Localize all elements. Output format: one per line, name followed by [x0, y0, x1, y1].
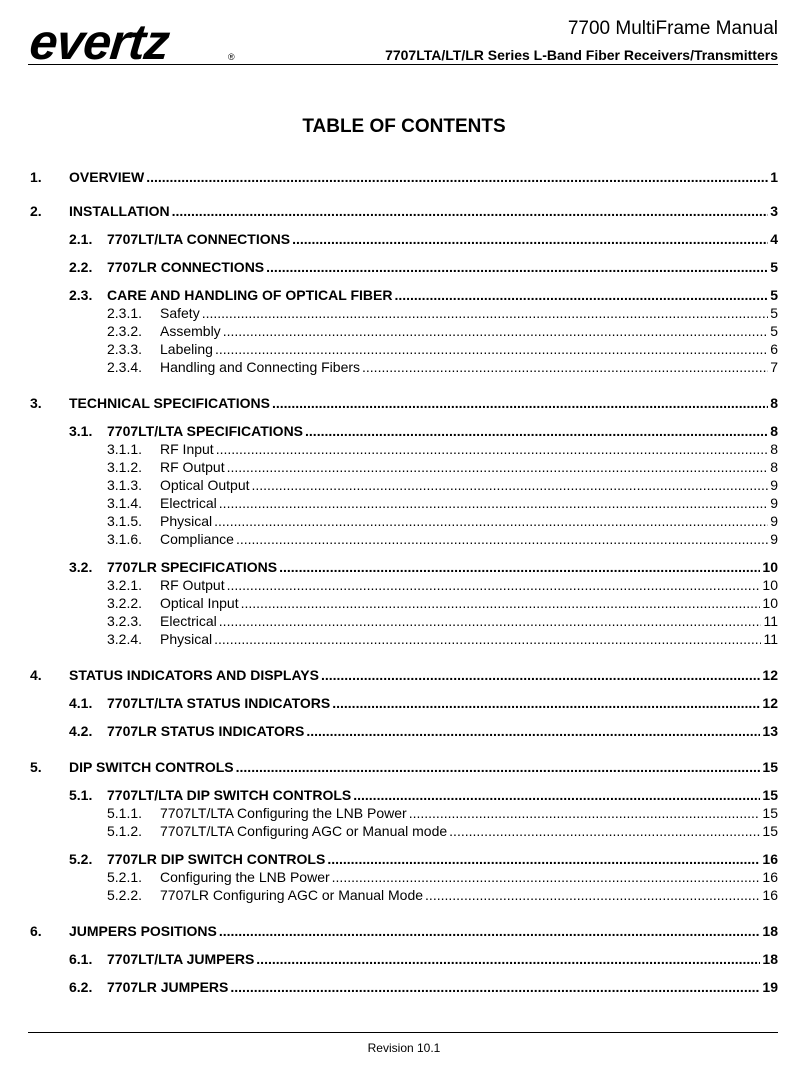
- manual-subtitle: 7707LTA/LT/LR Series L-Band Fiber Receivers/Transmitters: [385, 47, 778, 63]
- toc-entry-title[interactable]: JUMPERS POSITIONS: [69, 923, 217, 939]
- evertz-logo: [27, 14, 172, 70]
- toc-entry[interactable]: [30, 358, 778, 376]
- toc-entry-title[interactable]: Electrical: [160, 495, 217, 511]
- toc-entry[interactable]: [30, 476, 778, 494]
- toc-entry-page[interactable]: 15: [762, 787, 778, 803]
- toc-entry-title[interactable]: RF Output: [160, 577, 225, 593]
- toc-dot-leader: [362, 358, 768, 376]
- toc-dot-leader: [425, 886, 760, 904]
- toc-entry[interactable]: [30, 612, 778, 630]
- toc-entry-title[interactable]: Optical Input: [160, 595, 239, 611]
- toc-entry-title[interactable]: 7707LT/LTA DIP SWITCH CONTROLS: [107, 787, 352, 803]
- toc-entry-title[interactable]: 7707LT/LTA JUMPERS: [107, 951, 255, 967]
- toc-entry[interactable]: [30, 458, 778, 476]
- toc-entry-title[interactable]: RF Input: [160, 441, 214, 457]
- toc-dot-leader: [227, 458, 769, 476]
- toc-entry-page[interactable]: 10: [762, 595, 778, 611]
- toc-entry-number: 5.1.1.: [107, 805, 143, 821]
- toc-entry-title[interactable]: 7707LR Configuring AGC or Manual Mode: [160, 887, 424, 903]
- toc-entry-page[interactable]: 15: [762, 823, 778, 839]
- toc-entry[interactable]: [30, 822, 778, 840]
- toc-entry-number: 2.3.1.: [107, 305, 143, 321]
- footer-revision: Revision 10.1: [367, 1041, 441, 1055]
- header-rule: [28, 64, 778, 65]
- toc-entry-number: 4.1.: [69, 695, 93, 711]
- toc-entry[interactable]: [30, 886, 778, 904]
- toc-entry-number: 3.2.4.: [107, 631, 143, 647]
- toc-entry[interactable]: [30, 494, 778, 512]
- toc-entry-number: 2.1.: [69, 231, 93, 247]
- toc-entry-page[interactable]: 15: [762, 759, 778, 775]
- toc-entry-page[interactable]: 13: [762, 723, 778, 739]
- toc-dot-leader: [219, 612, 762, 630]
- toc-entry-page[interactable]: 8: [770, 423, 778, 439]
- toc-entry-title[interactable]: TECHNICAL SPECIFICATIONS: [69, 395, 270, 411]
- toc-entry-title[interactable]: CARE AND HANDLING OF OPTICAL FIBER: [107, 287, 393, 303]
- toc-entry-page[interactable]: 11: [763, 631, 778, 647]
- toc-entry[interactable]: [30, 304, 778, 322]
- toc-entry-title[interactable]: 7707LT/LTA Configuring the LNB Power: [160, 805, 407, 821]
- manual-title: 7700 MultiFrame Manual: [567, 18, 778, 39]
- toc-entry-number: 3.2.1.: [107, 577, 143, 593]
- toc-entry[interactable]: [30, 530, 778, 548]
- toc-entry[interactable]: [30, 422, 778, 440]
- toc-entry-page[interactable]: 16: [762, 851, 778, 867]
- toc-entry-title[interactable]: RF Output: [160, 459, 225, 475]
- toc-entry-page[interactable]: 5: [770, 287, 778, 303]
- toc-entry-number: 2.3.4.: [107, 359, 143, 375]
- toc-entry-title[interactable]: Labeling: [160, 341, 213, 357]
- toc-entry-page[interactable]: 8: [770, 441, 778, 457]
- toc-entry-title[interactable]: 7707LT/LTA SPECIFICATIONS: [107, 423, 304, 439]
- toc-dot-leader: [172, 202, 769, 220]
- toc-dot-leader: [241, 594, 761, 612]
- toc-entry-title[interactable]: Compliance: [160, 531, 234, 547]
- toc-dot-leader: [292, 230, 768, 248]
- toc-dot-leader: [214, 630, 761, 648]
- toc-entry-title[interactable]: DIP SWITCH CONTROLS: [69, 759, 234, 775]
- toc-entry-number: 3.1.: [69, 423, 93, 439]
- toc-entry-number: 5.: [30, 759, 42, 775]
- toc-entry[interactable]: [30, 558, 778, 576]
- toc-entry-page[interactable]: 8: [770, 459, 778, 475]
- toc-entry-page[interactable]: 16: [762, 869, 778, 885]
- toc-entry-number: 6.2.: [69, 979, 93, 995]
- toc-entry-page[interactable]: 18: [762, 951, 778, 967]
- toc-entry[interactable]: [30, 594, 778, 612]
- toc-entry-page[interactable]: 1: [770, 169, 778, 185]
- toc-entry[interactable]: [30, 202, 778, 220]
- toc-entry-page[interactable]: 15: [762, 805, 778, 821]
- toc-entry-page[interactable]: 9: [770, 495, 778, 511]
- toc-entry-title[interactable]: 7707LT/LTA CONNECTIONS: [107, 231, 291, 247]
- toc-dot-leader: [146, 168, 768, 186]
- logo-text: evertz: [27, 14, 172, 70]
- toc-entry[interactable]: [30, 168, 778, 186]
- toc-entry-page[interactable]: 12: [762, 667, 778, 683]
- toc-entry[interactable]: [30, 850, 778, 868]
- toc-entry[interactable]: [30, 286, 778, 304]
- toc-dot-leader: [394, 286, 768, 304]
- toc-dot-leader: [332, 868, 761, 886]
- toc-entry-number: 3.1.1.: [107, 441, 143, 457]
- toc-entry-title[interactable]: INSTALLATION: [69, 203, 170, 219]
- toc-entry[interactable]: [30, 630, 778, 648]
- toc-entry-page[interactable]: 12: [762, 695, 778, 711]
- toc-entry-number: 6.: [30, 923, 42, 939]
- toc-entry-number: 3.2.: [69, 559, 93, 575]
- toc-dot-leader: [306, 722, 760, 740]
- toc-entry-number: 2.: [30, 203, 42, 219]
- toc-entry-title[interactable]: Optical Output: [160, 477, 250, 493]
- toc-entry-page[interactable]: 10: [762, 577, 778, 593]
- toc-entry-number: 2.3.: [69, 287, 93, 303]
- toc-dot-leader: [227, 576, 761, 594]
- toc-dot-leader: [266, 258, 768, 276]
- toc-entry[interactable]: [30, 340, 778, 358]
- toc-entry-number: 3.1.5.: [107, 513, 143, 529]
- toc-entry[interactable]: [30, 258, 778, 276]
- toc-entry[interactable]: [30, 440, 778, 458]
- toc-entry-page[interactable]: 9: [770, 531, 778, 547]
- toc-entry[interactable]: [30, 694, 778, 712]
- toc-entry-page[interactable]: 9: [770, 477, 778, 493]
- toc-dot-leader: [252, 476, 769, 494]
- toc-entry-page[interactable]: 8: [770, 395, 778, 411]
- toc-entry-number: 5.1.: [69, 787, 93, 803]
- toc-entry-title[interactable]: Safety: [160, 305, 200, 321]
- toc-entry[interactable]: [30, 230, 778, 248]
- page-header: [28, 14, 778, 70]
- toc-entry-page[interactable]: 19: [762, 979, 778, 995]
- toc-entry-number: 2.3.3.: [107, 341, 143, 357]
- footer-rule: [28, 1032, 778, 1033]
- toc-entry-page[interactable]: 5: [770, 259, 778, 275]
- toc-title: TABLE OF CONTENTS: [302, 116, 506, 137]
- toc-entry[interactable]: [30, 512, 778, 530]
- toc-entry[interactable]: [30, 666, 778, 684]
- toc-entry-title[interactable]: Physical: [160, 513, 213, 529]
- toc-entry-number: 4.2.: [69, 723, 93, 739]
- toc-entry-number: 1.: [30, 169, 42, 185]
- toc-entry-page[interactable]: 4: [770, 231, 778, 247]
- toc-entry[interactable]: [30, 978, 778, 996]
- toc-entry[interactable]: [30, 868, 778, 886]
- toc-entry-title[interactable]: Assembly: [160, 323, 221, 339]
- toc-entry[interactable]: [30, 758, 778, 776]
- toc-dot-leader: [215, 340, 768, 358]
- toc-dot-leader: [305, 422, 768, 440]
- toc-entry-page[interactable]: 7: [770, 359, 778, 375]
- toc-dot-leader: [230, 978, 760, 996]
- toc-dot-leader: [219, 494, 768, 512]
- toc-entry-number: 2.2.: [69, 259, 93, 275]
- toc-entry-title[interactable]: 7707LR JUMPERS: [107, 979, 229, 995]
- toc-entry-title[interactable]: Handling and Connecting Fibers: [160, 359, 361, 375]
- toc-dot-leader: [223, 322, 769, 340]
- toc-entry-title[interactable]: 7707LR DIP SWITCH CONTROLS: [107, 851, 326, 867]
- toc-entry-page[interactable]: 5: [770, 323, 778, 339]
- toc-entry-number: 5.2.: [69, 851, 93, 867]
- toc-entry-page[interactable]: 18: [762, 923, 778, 939]
- toc-entry-number: 3.1.4.: [107, 495, 143, 511]
- toc-entry-title[interactable]: 7707LR STATUS INDICATORS: [107, 723, 305, 739]
- toc-entry-number: 3.1.3.: [107, 477, 143, 493]
- toc-dot-leader: [236, 758, 761, 776]
- toc-entry-title[interactable]: 7707LT/LTA STATUS INDICATORS: [107, 695, 331, 711]
- toc-entry-title[interactable]: 7707LR SPECIFICATIONS: [107, 559, 278, 575]
- toc-dot-leader: [327, 850, 760, 868]
- toc-entry-page[interactable]: 10: [762, 559, 778, 575]
- toc-dot-leader: [332, 694, 760, 712]
- toc-entry[interactable]: [30, 722, 778, 740]
- toc-entry-number: 4.: [30, 667, 42, 683]
- toc-entry-title[interactable]: Electrical: [160, 613, 217, 629]
- toc-entry-page[interactable]: 6: [770, 341, 778, 357]
- toc-entry-number: 6.1.: [69, 951, 93, 967]
- toc-entry-page[interactable]: 5: [770, 305, 778, 321]
- toc-dot-leader: [216, 440, 769, 458]
- toc-entry-number: 5.1.2.: [107, 823, 143, 839]
- toc-entry-number: 2.3.2.: [107, 323, 143, 339]
- toc-entry-page[interactable]: 11: [763, 613, 778, 629]
- toc-entry[interactable]: [30, 576, 778, 594]
- toc-entry-page[interactable]: 3: [770, 203, 778, 219]
- toc-dot-leader: [353, 786, 760, 804]
- toc-entry[interactable]: [30, 950, 778, 968]
- toc-entry-title[interactable]: STATUS INDICATORS AND DISPLAYS: [69, 667, 319, 683]
- toc-dot-leader: [279, 558, 760, 576]
- toc-entry-number: 5.2.2.: [107, 887, 143, 903]
- toc-entry-page[interactable]: 16: [762, 887, 778, 903]
- toc-entry-title[interactable]: OVERVIEW: [69, 169, 145, 185]
- toc-dot-leader: [236, 530, 768, 548]
- toc-dot-leader: [214, 512, 768, 530]
- toc-entry[interactable]: [30, 394, 778, 412]
- toc-entry-number: 3.1.6.: [107, 531, 143, 547]
- toc-entry-title[interactable]: 7707LR CONNECTIONS: [107, 259, 265, 275]
- toc-dot-leader: [409, 804, 761, 822]
- toc-entry-title[interactable]: Physical: [160, 631, 213, 647]
- toc-entry-title[interactable]: 7707LT/LTA Configuring AGC or Manual mode: [160, 823, 448, 839]
- toc-dot-leader: [449, 822, 760, 840]
- toc-entry-number: 3.1.2.: [107, 459, 143, 475]
- toc-dot-leader: [219, 922, 761, 940]
- toc-entry-number: 3.2.2.: [107, 595, 143, 611]
- toc-dot-leader: [202, 304, 769, 322]
- toc-entry-title[interactable]: Configuring the LNB Power: [160, 869, 330, 885]
- toc-entry[interactable]: [30, 922, 778, 940]
- toc-entry[interactable]: [30, 804, 778, 822]
- toc-entry-number: 3.: [30, 395, 42, 411]
- registered-mark: ®: [228, 52, 235, 62]
- toc-entry[interactable]: [30, 322, 778, 340]
- toc-entry-number: 5.2.1.: [107, 869, 143, 885]
- toc-dot-leader: [256, 950, 760, 968]
- toc-dot-leader: [321, 666, 760, 684]
- toc-entry-page[interactable]: 9: [770, 513, 778, 529]
- header-titles: [385, 18, 778, 66]
- toc-dot-leader: [272, 394, 768, 412]
- toc-entry-number: 3.2.3.: [107, 613, 143, 629]
- toc-entry[interactable]: [30, 786, 778, 804]
